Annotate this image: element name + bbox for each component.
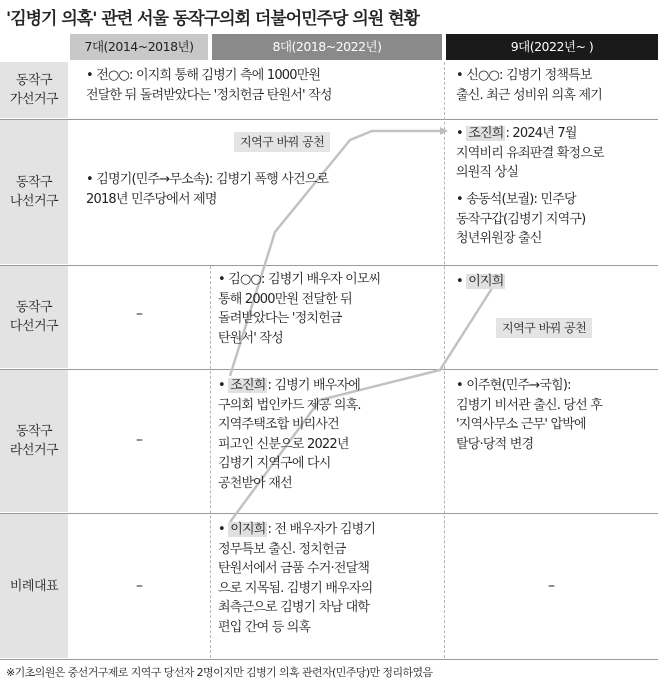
cell-da-term7: – xyxy=(136,306,143,322)
footnote: ※기초의원은 중선거구제로 지역구 당선자 2명이지만 김병기 의혹 관련자(민주당)만 정리하였음 xyxy=(6,666,433,679)
cell-ra-term8-text: : 김병기 배우자에 구의회 법인카드 제공 의혹. 지역주택조합 비리사건 피고인 신분으로 2022년 김병기 지역구에 다시 공천받아 재선 xyxy=(218,378,361,491)
cell-proportional-term7: – xyxy=(136,578,143,594)
page-title: '김병기 의혹' 관련 서울 동작구의회 더불어민주당 의원 현황 xyxy=(6,9,419,29)
cell-ga-term7-8: • 전○○: 이지희 통해 김병기 측에 1000만원 전달한 뒤 돌려받았다는 '정치헌금 탄원서' 작성 xyxy=(86,68,332,103)
tag-district-change-mid: 지역구 바꿔 공천 xyxy=(496,318,592,338)
cell-proportional-term9: – xyxy=(548,578,555,594)
row-label-da-line1: 동작구 xyxy=(15,300,53,315)
name-jojinhee-highlight: 조진희 xyxy=(468,126,504,141)
cell-ra-term7: – xyxy=(136,432,143,448)
cell-ra-term9: • 이주현(민주→국힘): 김병기 비서관 출신. 당선 후 '지역사무소 근무' 압박에 탈당·당적 변경 xyxy=(456,378,602,452)
name-leejihee-highlight: 이지희 xyxy=(468,274,504,289)
row-label-ra-line1: 동작구 xyxy=(15,424,53,439)
row-label-ga-line2: 가선거구 xyxy=(9,92,59,107)
cell-na-term9-a-text: : 2024년 7월 지역비리 유죄판결 확정으로 의원직 상실 xyxy=(456,126,604,180)
header-term7: 7대(2014~2018년) xyxy=(70,34,208,60)
row-label-da-line2: 다선거구 xyxy=(9,319,59,334)
cell-da-term9: • 이지희 xyxy=(456,274,504,289)
cell-na-term9-a: • 조진희 : 2024년 7월 지역비리 유죄판결 확정으로 의원직 상실 xyxy=(456,126,604,180)
cell-proportional-term8-text: : 전 배우자가 김병기 정무특보 출신. 정치헌금 탄원서에서 금품 수거·전달책 으로 지목됨. 김병기 배우자의 최측근으로 김병기 차남 대학 편입 간여 등 의혹 xyxy=(218,522,376,635)
cell-da-term8: • 김○○: 김병기 배우자 이모씨 통해 2000만원 전달한 뒤 돌려받았다는 '정치헌금 탄원서' 작성 xyxy=(218,272,381,346)
cell-na-term7-8: • 김명기(민주→무소속): 김병기 폭행 사건으로 2018년 민주당에서 제명 xyxy=(86,172,329,207)
row-label-proportional-line1: 비례대표 xyxy=(9,578,59,594)
row-label-na-line1: 동작구 xyxy=(15,175,53,190)
tag-district-change-top: 지역구 바꿔 공천 xyxy=(234,132,330,152)
row-label-ga-line1: 동작구 xyxy=(15,73,53,88)
cell-proportional-term8: • 이지희 : 전 배우자가 김병기 정무특보 출신. 정치헌금 탄원서에서 금품 수거·전달책 으로 지목됨. 김병기 배우자의 최측근으로 김병기 차남 대학 편입 간여 등 의혹 xyxy=(218,522,376,635)
cell-na-term9-b: • 송동석(보궐): 민주당 동작구갑(김병기 지역구) 청년위원장 출신 xyxy=(456,192,586,246)
name-leejihee-highlight: 이지희 xyxy=(230,522,266,537)
header-term8: 8대(2018~2022년) xyxy=(212,34,442,60)
row-label-na-line2: 나선거구 xyxy=(9,194,59,209)
row-label-ra-line2: 라선거구 xyxy=(9,443,59,458)
name-jojinhee-highlight: 조진희 xyxy=(230,378,266,393)
cell-ga-term9: • 신○○: 김병기 정책특보 출신. 최근 성비위 의혹 제기 xyxy=(456,68,602,103)
header-term9: 9대(2022년~ ) xyxy=(446,34,658,60)
cell-ra-term8: • 조진희 : 김병기 배우자에 구의회 법인카드 제공 의혹. 지역주택조합 비리사건 피고인 신분으로 2022년 김병기 지역구에 다시 공천받아 재선 xyxy=(218,378,361,491)
